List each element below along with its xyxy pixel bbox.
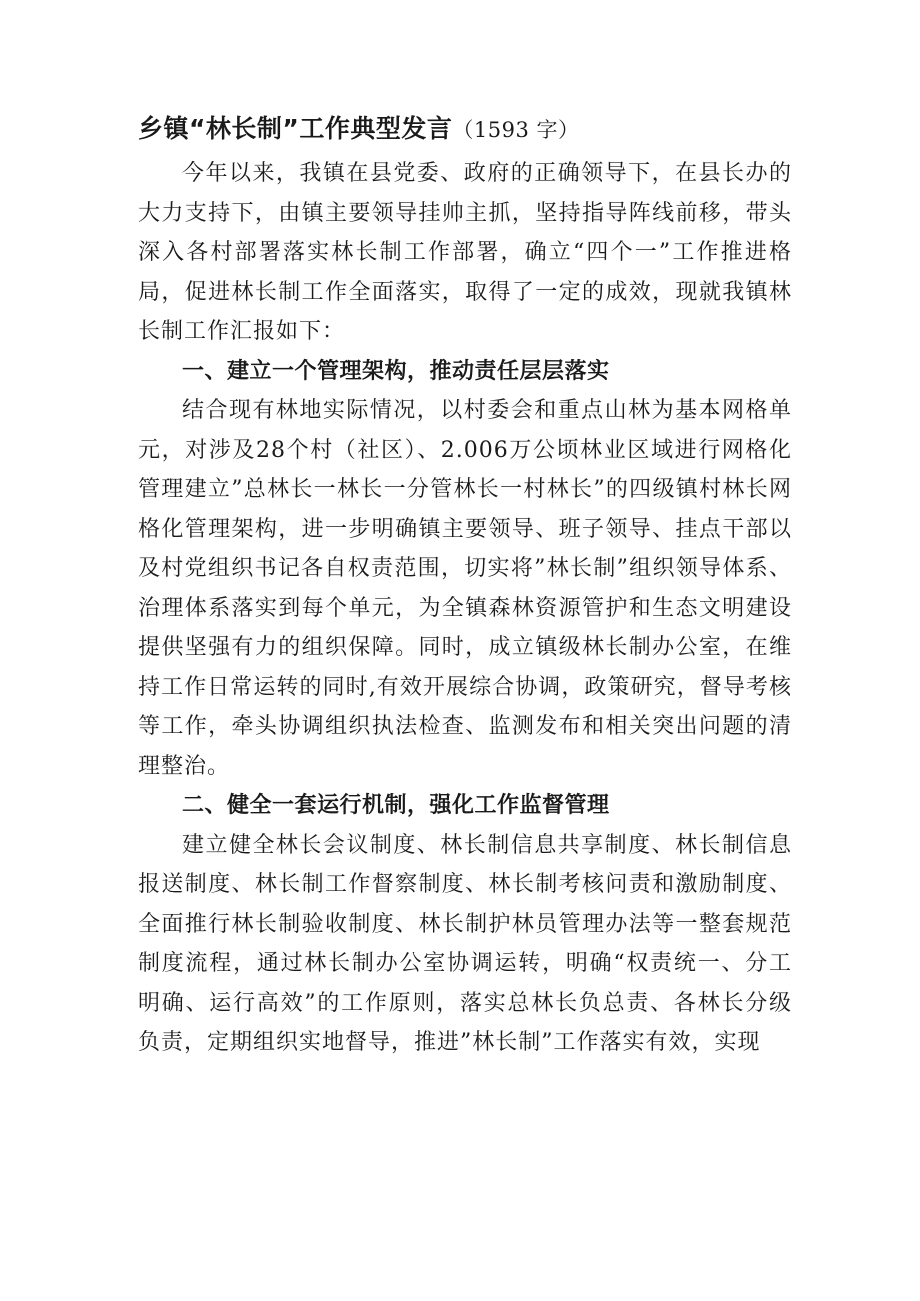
- section-body-2: 建立健全林长会议制度、林长制信息共享制度、林长制信息报送制度、林长制工作督察制度、林长制考核问责和激励制度、全面推行林长制验收制度、林长制护林员管理办法等一整套规范制度流程，通过林长制办公室协调运转，明确“权责统一、分工明确、运行高效”的工作原则，落实总林长负总责、各林长分级负责，定期组织实地督导，推进”林长制”工作落实有效，实现: [138, 832, 792, 1055]
- document-page: [138, 104, 792, 1063]
- title-text: 乡镇“林长制”工作典型发言: [138, 114, 453, 143]
- section-body-1: 结合现有林地实际情况，以村委会和重点山林为基本网格单元，对涉及28个村（社区）、2.006万公顷林业区域进行网格化管理建立”总林长一林长一分管林长一村林长”的四级镇村林长网格化管理架构，进一步明确镇主要领导、班子领导、挂点干部以及村党组织书记各自权责范围，切实将”林长制”组织领导体系、治理体系落实到每个单元，为全镇森林资源管护和生态文明建设提供坚强有力的组织保障。同时，成立镇级林长制办公室，在维持工作日常运转的同时,有效开展综合协调，政策研究，督导考核等工作，牵头协调组织执法检查、监测发布和相关突出问题的清理整治。: [138, 398, 792, 779]
- title-word-count: （1593 字）: [452, 118, 580, 142]
- section-heading-2: 二、健全一套运行机制，强化工作监督管理: [182, 793, 610, 818]
- intro-paragraph: 今年以来，我镇在县党委、政府的正确领导下，在县长办的大力支持下，由镇主要领导挂帅主抓，坚持指导阵线前移，带头深入各村部署落实林长制工作部署，确立“四个一”工作推进格局，促进林长制工作全面落实，取得了一定的成效，现就我镇林长制工作汇报如下：: [138, 161, 792, 344]
- section-heading-1: 一、建立一个管理架构，推动责任层层落实: [182, 358, 610, 384]
- document-title: [138, 114, 792, 144]
